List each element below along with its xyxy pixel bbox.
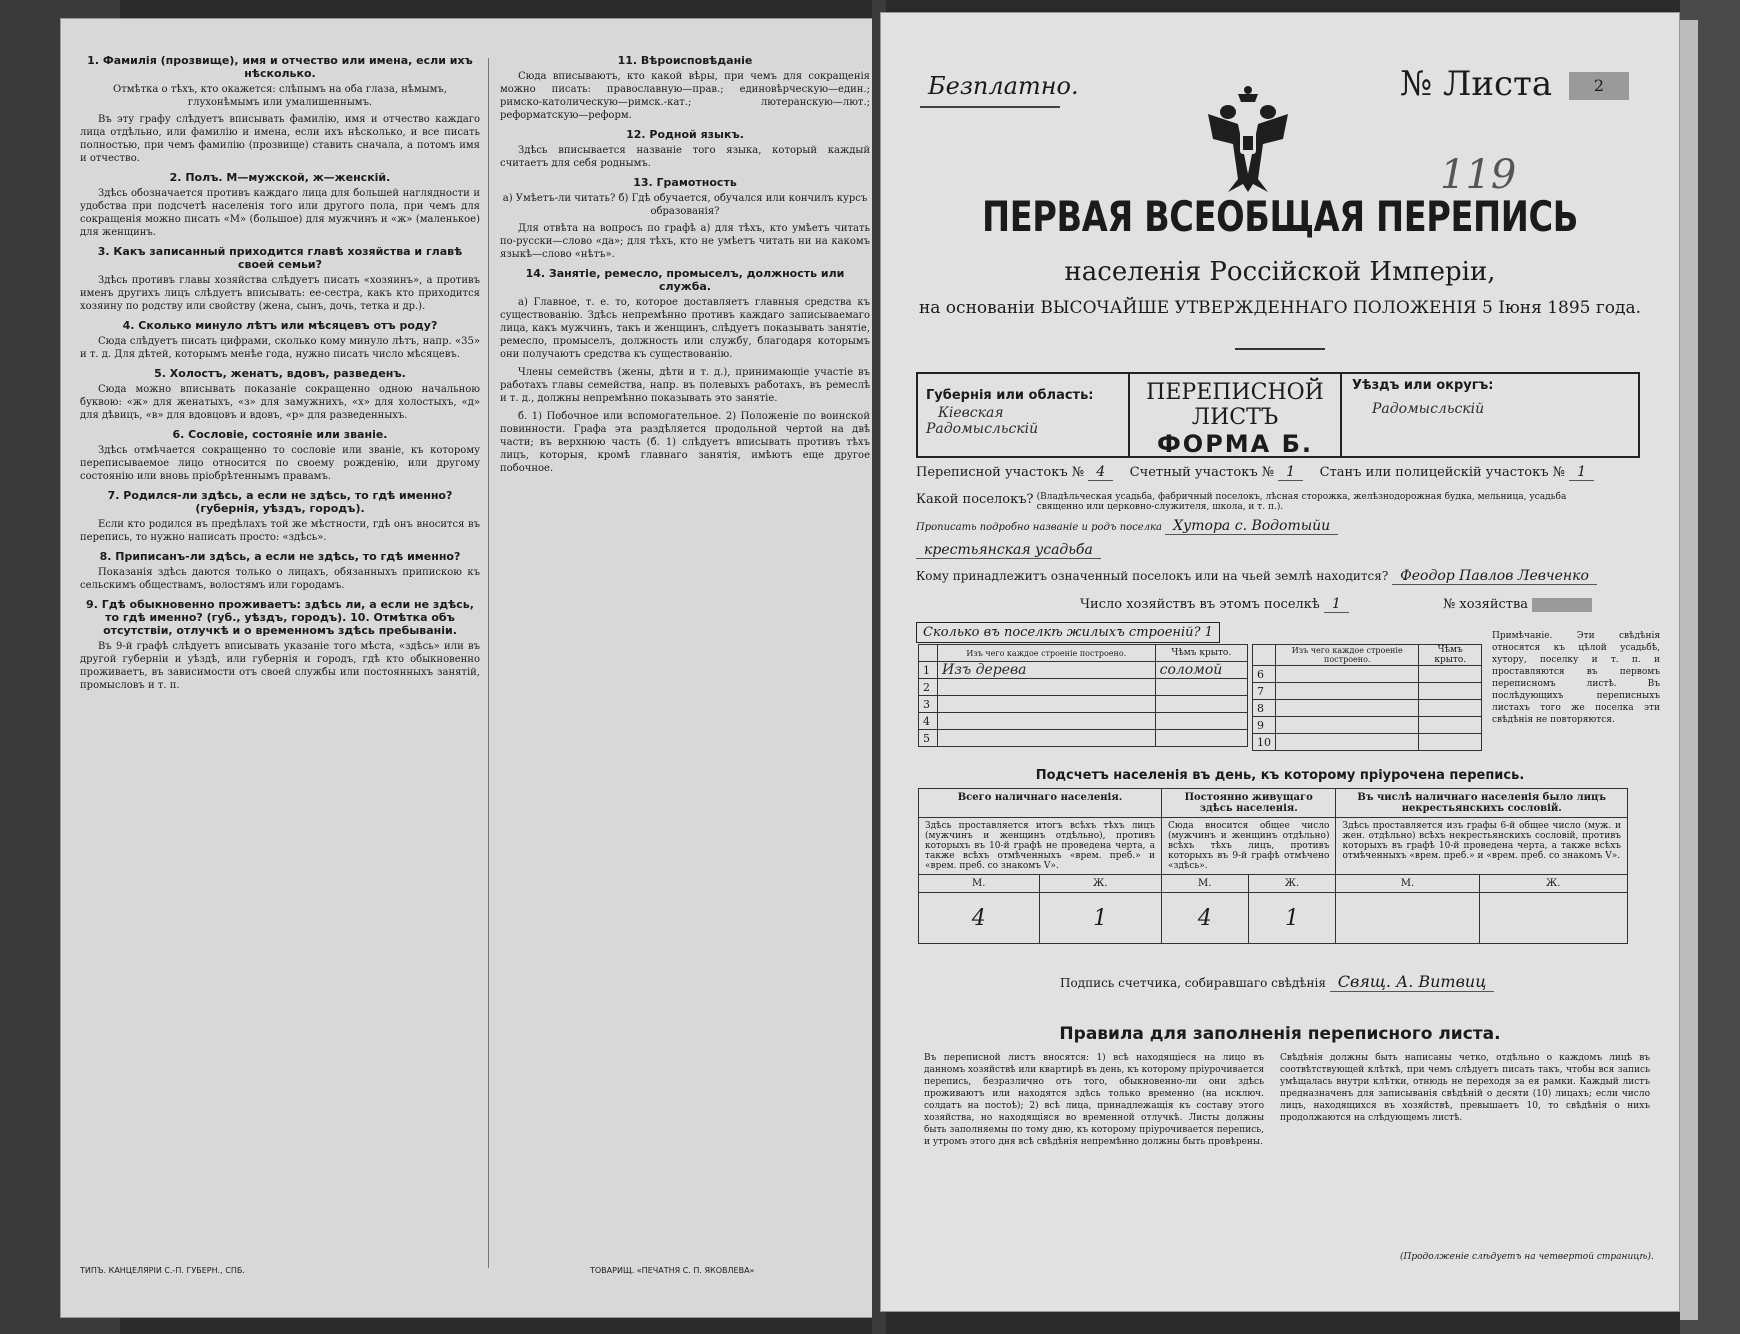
table-row: [919, 696, 1248, 713]
section-text: Показанія здѣсь даются только о лицахъ, обязанныхъ припискою къ сельскимъ обществамъ, волостямъ или городамъ.: [80, 567, 480, 591]
table-row: [919, 713, 1248, 730]
dwellings-count-value: 1: [1204, 625, 1213, 640]
section-title: 11. Вѣроисповѣданіе: [617, 54, 753, 67]
signature-label: Подпись счетчика, собиравшаго свѣдѣнія: [1060, 976, 1326, 990]
material-cell: [1276, 666, 1419, 683]
census-title: ПЕРВАЯ ВСЕОБЩАЯ ПЕРЕПИСЬ: [982, 192, 1578, 241]
section-title: 9. Гдѣ обыкновенно проживаетъ: здѣсь ли, а если не здѣсь, то гдѣ именно? (губ., уѣздъ, городъ). 10. Отмѣтка объ отсутствіи, отлучкѣ и о временномъ здѣсь пребываніи.: [86, 598, 474, 637]
non-peasant-female-value: [1479, 893, 1628, 944]
non-peasant-note: Здѣсь проставляется изъ графы 6-й общее число (муж. и жен. отдѣльно) всѣхъ некрестьянскихъ сословій, противъ которыхъ въ графѣ 10-й проведена черта, а также всѣхъ отмѣченныхъ «врем. преб.» и «врем. преб. со знакомъ V».: [1336, 818, 1628, 875]
printer-imprint-right: ТОВАРИЩ. «ПЕЧАТНЯ С. П. ЯКОВЛЕВА»: [590, 1266, 755, 1275]
section-text: Для отвѣта на вопросъ по графѣ а) для тѣхъ, кто умѣетъ читать по-русски—слово «да»; для тѣхъ, кто не умѣетъ читать ни на какомъ языкѣ—слово «нѣтъ».: [500, 223, 870, 260]
free-label: Безплатно.: [928, 72, 1079, 100]
material-cell: [938, 713, 1156, 730]
table-row: [919, 730, 1248, 747]
roof-cell: [1155, 679, 1247, 696]
count-precinct-label: Счетный участокъ №: [1129, 465, 1275, 480]
rules-right-text: Свѣдѣнія должны быть написаны четко, отдѣльно о каждомъ лицѣ въ соотвѣтствующей клѣткѣ, при чемъ слѣдуетъ писать такъ, чтобы вся запись умѣщалась внутри клѣтки, отнюдь не переходя за ея рамки. Каждый листъ предназначенъ для записыванія свѣдѣній о десяти (10) лицахъ; если число лицъ, находящихся въ хозяйствѣ, превышаетъ 10, то свѣдѣнія о нихъ продолжаются на слѣдующемъ листѣ.: [1280, 1053, 1650, 1123]
settlement-name-value: Хутора с. Водотыйи: [1165, 518, 1338, 535]
police-precinct-value: 1: [1569, 464, 1594, 481]
resident-male-value: 4: [1161, 893, 1248, 944]
table-row: [1253, 717, 1482, 734]
section-title: 4. Сколько минуло лѣтъ или мѣсяцевъ отъ роду?: [122, 319, 438, 332]
section-text: Члены семействъ (жены, дѣти и т. д.), принимающіе участіе въ работахъ главы семейства, напр. въ полевыхъ работахъ, въ ремеслѣ и т. д., должны непремѣнно показывать это занятіе.: [500, 367, 870, 404]
settlement-row: [916, 492, 1607, 512]
row-number: 8: [1253, 700, 1276, 717]
section-text: Здѣсь вписывается названіе того языка, который каждый считаетъ для себя роднымъ.: [500, 145, 870, 169]
section-title: 7. Родился-ли здѣсь, а если не здѣсь, то гдѣ именно? (губернія, уѣздъ, городъ).: [107, 489, 453, 515]
section-title: 14. Занятіе, ремесло, промыселъ, должность или служба.: [525, 267, 845, 293]
section-title: 8. Приписанъ-ли здѣсь, а если не здѣсь, то гдѣ именно?: [99, 550, 461, 563]
row-number: 7: [1253, 683, 1276, 700]
material-cell: [938, 696, 1156, 713]
form-title: ПЕРЕПИСНОЙ ЛИСТЪ: [1146, 380, 1324, 430]
rules-title: Правила для заполненія переписного листа.: [1059, 1024, 1501, 1044]
table-header-cell: Чѣмъ крыто.: [1155, 645, 1247, 662]
owner-row: [916, 568, 1597, 584]
female-header: Ж.: [1248, 875, 1336, 893]
province-cell: [918, 374, 1130, 456]
settlement-type-value: крестьянская усадьба: [916, 542, 1101, 559]
census-subtitle: населенія Россійской Имперіи,: [1064, 257, 1496, 287]
roof-cell: [1155, 696, 1247, 713]
section-title: 1. Фамилія (прозвище), имя и отчество или имена, если ихъ нѣсколько.: [87, 54, 473, 80]
household-number-redacted: [1532, 598, 1592, 612]
roof-cell: [1155, 713, 1247, 730]
dwellings-count: [916, 622, 1220, 643]
section-text: Здѣсь обозначается противъ каждаго лица для большей наглядности и удобства при подсчетѣ населенія того или другого пола, при чемъ для сокращенія можно писать «М» (большое) для мужчинъ и «ж» (маленькое) для женщинъ.: [80, 188, 480, 238]
section-title: 3. Какъ записанный приходится главѣ хозяйства и главѣ своей семьи?: [97, 245, 463, 271]
roof-cell: [1155, 730, 1247, 747]
sheet-number: [1400, 64, 1629, 104]
row-number: 4: [919, 713, 938, 730]
material-cell: Изъ дерева: [938, 662, 1156, 679]
row-number: 2: [919, 679, 938, 696]
district-label: Уѣздъ или округъ:: [1352, 378, 1494, 393]
resident-female-value: 1: [1248, 893, 1336, 944]
form-title-cell: [1130, 374, 1340, 456]
households-count-value: 1: [1324, 596, 1349, 613]
province-value: Кіевская: [938, 405, 1004, 421]
row-number: 10: [1253, 734, 1276, 751]
printer-imprint-left: ТИПЪ. КАНЦЕЛЯРІИ С.-П. ГУБЕРН., СПБ.: [80, 1266, 245, 1275]
row-number: 3: [919, 696, 938, 713]
material-cell: [1276, 700, 1419, 717]
double-headed-eagle-emblem: [1198, 84, 1298, 194]
section-subtitle: Отмѣтка о тѣхъ, кто окажется: слѣпымъ на оба глаза, нѣмымъ, глухонѣмымъ или умалишеннымъ.: [113, 84, 447, 108]
enumerator-signature-row: [1060, 972, 1494, 991]
table-row: [1253, 666, 1482, 683]
male-header: М.: [1336, 875, 1479, 893]
table-row: [919, 662, 1248, 679]
roof-cell: [1419, 700, 1482, 717]
total-population-header: Всего наличнаго населенія.: [919, 789, 1162, 818]
settlement-type-row: [916, 542, 1101, 558]
male-header: М.: [919, 875, 1040, 893]
row-number: 9: [1253, 717, 1276, 734]
title-rule: [1235, 348, 1325, 350]
table-header-cell: Изъ чего каждое строеніе построено.: [1276, 645, 1419, 666]
district-cell: [1340, 374, 1640, 456]
count-precinct-value: 1: [1278, 464, 1303, 481]
right-page: [880, 12, 1680, 1312]
roof-cell: [1419, 717, 1482, 734]
buildings-table-left: [918, 644, 1248, 747]
sheet-number-value: 2: [1569, 72, 1629, 100]
resident-population-note: Сюда вносится общее число (мужчинъ и женщинъ отдѣльно) всѣхъ тѣхъ лицъ, противъ которыхъ въ 9-й графѣ отмѣчено «здѣсь».: [1161, 818, 1336, 875]
material-cell: [1276, 683, 1419, 700]
section-text: Здѣсь отмѣчается сокращенно то сословіе или званіе, къ которому переписываемое лицо относится по своему рожденію, или другому состоянію или вновь пріобрѣтеннымъ правамъ.: [80, 445, 480, 482]
section-text: б. 1) Побочное или вспомогательное. 2) Положеніе по воинской повинности. Графа эта раздѣляется продольной чертой на двѣ части; въ верхнюю часть (б. 1) слѣдуетъ вписывать противъ тѣхъ лицъ, которыя, кромѣ главнаго занятія, имѣютъ еще другое побочное.: [500, 411, 870, 474]
table-header-cell: Чѣмъ крыто.: [1419, 645, 1482, 666]
table-row: [1253, 734, 1482, 751]
instructions-column-1: [80, 48, 480, 697]
district-value: Радомысльскій: [1372, 401, 1485, 417]
form-subtitle: ФОРМА Б.: [1156, 430, 1313, 458]
section-title: 13. Грамотность: [633, 176, 737, 189]
free-underline: [920, 106, 1060, 108]
legal-basis: на основаніи ВЫСОЧАЙШЕ УТВЕРЖДЕННАГО ПОЛОЖЕНІЯ 5 Іюня 1895 года.: [918, 298, 1642, 318]
section-text: Сюда слѣдуетъ писать цифрами, сколько кому минуло лѣтъ, напр. «35» и т. д. Для дѣтей, которымъ менѣе года, нужно писать число мѣсяцевъ.: [80, 336, 480, 360]
section-subtitle: а) Умѣетъ-ли читать? б) Гдѣ обучается, обучался или кончилъ курсъ образованія?: [502, 193, 868, 217]
handwritten-archive-number: 119: [1440, 152, 1517, 198]
settlement-name-hint: Прописать подробно названіе и родъ поселка: [916, 522, 1162, 533]
row-number: 1: [919, 662, 938, 679]
settlement-hint: (Владѣльческая усадьба, фабричный поселокъ, лѣсная сторожка, желѣзнодорожная будка, мельница, усадьба священно или церковно-служителя, школа, и т. п.).: [1036, 492, 1567, 512]
section-title: 6. Сословіе, состояніе или званіе.: [172, 428, 388, 441]
row-number: 5: [919, 730, 938, 747]
material-cell: [938, 679, 1156, 696]
household-number-label: № хозяйства: [1442, 597, 1529, 612]
male-header: М.: [1161, 875, 1248, 893]
buildings-note: Примѣчаніе. Эти свѣдѣнія относятся къ цѣлой усадьбѣ, хутору, поселку и т. п. и проставляются въ первомъ переписномъ листѣ. Въ послѣдующихъ переписныхъ листахъ того же поселка эти свѣдѣнія не повторяются.: [1492, 631, 1660, 725]
total-male-value: 4: [919, 893, 1040, 944]
section-text: Сюда можно вписывать показаніе сокращенно одною начальною буквою: «ж» для женатыхъ, «з» для замужнихъ, «х» для холостыхъ, «д» для дѣвицъ, «в» для вдовцовъ и вдовъ, «р» для разведенныхъ.: [80, 384, 480, 421]
female-header: Ж.: [1479, 875, 1628, 893]
continuation-note: (Продолженіе слѣдуетъ на четвертой страницѣ).: [1400, 1252, 1654, 1262]
row-number: 6: [1253, 666, 1276, 683]
table-header-cell: [919, 645, 938, 662]
page-stack-edge: [1680, 20, 1698, 1320]
section-text: а) Главное, т. е. то, которое доставляетъ главныя средства къ существованію. Здѣсь непремѣнно противъ каждаго записываемаго лица, какъ мужчинъ, такъ и женщинъ, слѣдуетъ показывать занятіе, ремесло, промыселъ, должность или службу, благодаря которымъ они получаютъ средства къ существованію.: [500, 297, 870, 360]
section-title: 5. Холостъ, женатъ, вдовъ, разведенъ.: [154, 367, 406, 380]
police-precinct-label: Станъ или полицейскій участокъ №: [1319, 465, 1565, 480]
owner-value: Феодор Павлов Левченко: [1392, 568, 1597, 585]
sheet-number-label: № Листа: [1400, 64, 1553, 104]
households-count-label: Число хозяйствъ въ этомъ поселкѣ: [1080, 597, 1320, 612]
column-divider: [488, 58, 489, 1268]
roof-cell: соломой: [1155, 662, 1247, 679]
total-population-note: Здѣсь проставляется итогъ всѣхъ тѣхъ лицъ (мужчинъ и женщинъ отдѣльно), противъ которыхъ въ 10-й графѣ не проведена черта, а также всѣхъ отмѣченныхъ «врем. преб.» и «врем. преб. со знакомъ V».: [919, 818, 1162, 875]
material-cell: [1276, 717, 1419, 734]
settlement-name-row: [916, 518, 1338, 534]
non-peasant-male-value: [1336, 893, 1479, 944]
buildings-table-right: [1252, 644, 1482, 751]
precinct-row: [916, 464, 1594, 480]
population-count-title: Подсчетъ населенія въ день, къ которому пріурочена перепись.: [1035, 768, 1525, 783]
form-header-box: [916, 372, 1640, 458]
table-row: [919, 679, 1248, 696]
section-text: Въ эту графу слѣдуетъ вписывать фамилію, имя и отчество каждаго лица отдѣльно, или фамилію и имена, если ихъ нѣсколько, и все писать полностью, при чемъ фамилію (прозвище) ставить сначала, а потомъ имя и отчество.: [80, 114, 480, 164]
province-value-2: Радомысльскій: [926, 421, 1039, 437]
non-peasant-header: Въ числѣ наличнаго населенія было лицъ некрестьянскихъ сословій.: [1336, 789, 1628, 818]
owner-label: Кому принадлежитъ означенный поселокъ или на чьей землѣ находится?: [916, 569, 1389, 583]
settlement-label: Какой поселокъ?: [916, 492, 1034, 507]
table-header-cell: [1253, 645, 1276, 666]
province-label: Губернія или область:: [926, 388, 1094, 403]
census-precinct-value: 4: [1088, 464, 1113, 481]
section-text: Если кто родился въ предѣлахъ той же мѣстности, гдѣ онъ вносится въ перепись, то нужно написать просто: «здѣсь».: [80, 519, 480, 543]
section-title: 2. Полъ. М—мужской, ж—женскій.: [169, 171, 391, 184]
instructions-column-2: [500, 48, 870, 480]
roof-cell: [1419, 734, 1482, 751]
census-precinct-label: Переписной участокъ №: [916, 465, 1085, 480]
signature-value: Свящ. А. Витвиц: [1330, 972, 1495, 992]
section-text: Сюда вписываютъ, кто какой вѣры, при чемъ для сокращенія можно писать: православную—прав.; единовѣрческую—един.; римско-католическую—римск.-кат.; лютеранскую—лют.; реформатскую—реформ.: [500, 71, 870, 121]
dwellings-count-label: Сколько въ поселкѣ жилыхъ строеній?: [923, 625, 1201, 640]
table-row: [1253, 700, 1482, 717]
table-row: [1253, 683, 1482, 700]
roof-cell: [1419, 666, 1482, 683]
section-text: Здѣсь противъ главы хозяйства слѣдуетъ писать «хозяинъ», а противъ именъ другихъ лицъ слѣдуетъ вписывать: ее-сестра, какъ кто приходится хозяину по родству или свойству (жена, сынъ, дочь, тетка и др.).: [80, 275, 480, 312]
households-row: [1080, 596, 1592, 612]
left-page: [60, 18, 880, 1318]
section-title: 12. Родной языкъ.: [626, 128, 744, 141]
total-female-value: 1: [1039, 893, 1161, 944]
table-header-cell: Изъ чего каждое строеніе построено.: [938, 645, 1156, 662]
roof-cell: [1419, 683, 1482, 700]
female-header: Ж.: [1039, 875, 1161, 893]
material-cell: [938, 730, 1156, 747]
material-cell: [1276, 734, 1419, 751]
rules-left-text: Въ переписной листъ вносятся: 1) всѣ находящіеся на лицо въ данномъ хозяйствѣ или квартирѣ въ день, къ которому пріурочивается перепись, безразлично отъ того, обыкновенно-ли они здѣсь проживаютъ или находятся здѣсь только временно (на исключ. солдатъ на постоѣ); 2) всѣ лица, принадлежащія къ составу этого хозяйства, но находящіяся во временной отлучкѣ. Листы должны быть заполняемы по тому дню, къ которому пріурочивается перепись, и утромъ этого дня всѣ свѣдѣнія непремѣнно должны быть провѣрены.: [924, 1053, 1264, 1147]
population-count-table: [918, 788, 1628, 944]
resident-population-header: Постоянно живущаго здѣсь населенія.: [1161, 789, 1336, 818]
section-text: Въ 9-й графѣ слѣдуетъ вписывать указаніе того мѣста, «здѣсь» или въ другой губерніи и уѣздѣ, или губернія и городъ, гдѣ кто обыкновенно проживаетъ, въ зависимости отъ своей службы или постоянныхъ занятій, промысловъ и т. п.: [80, 641, 480, 691]
